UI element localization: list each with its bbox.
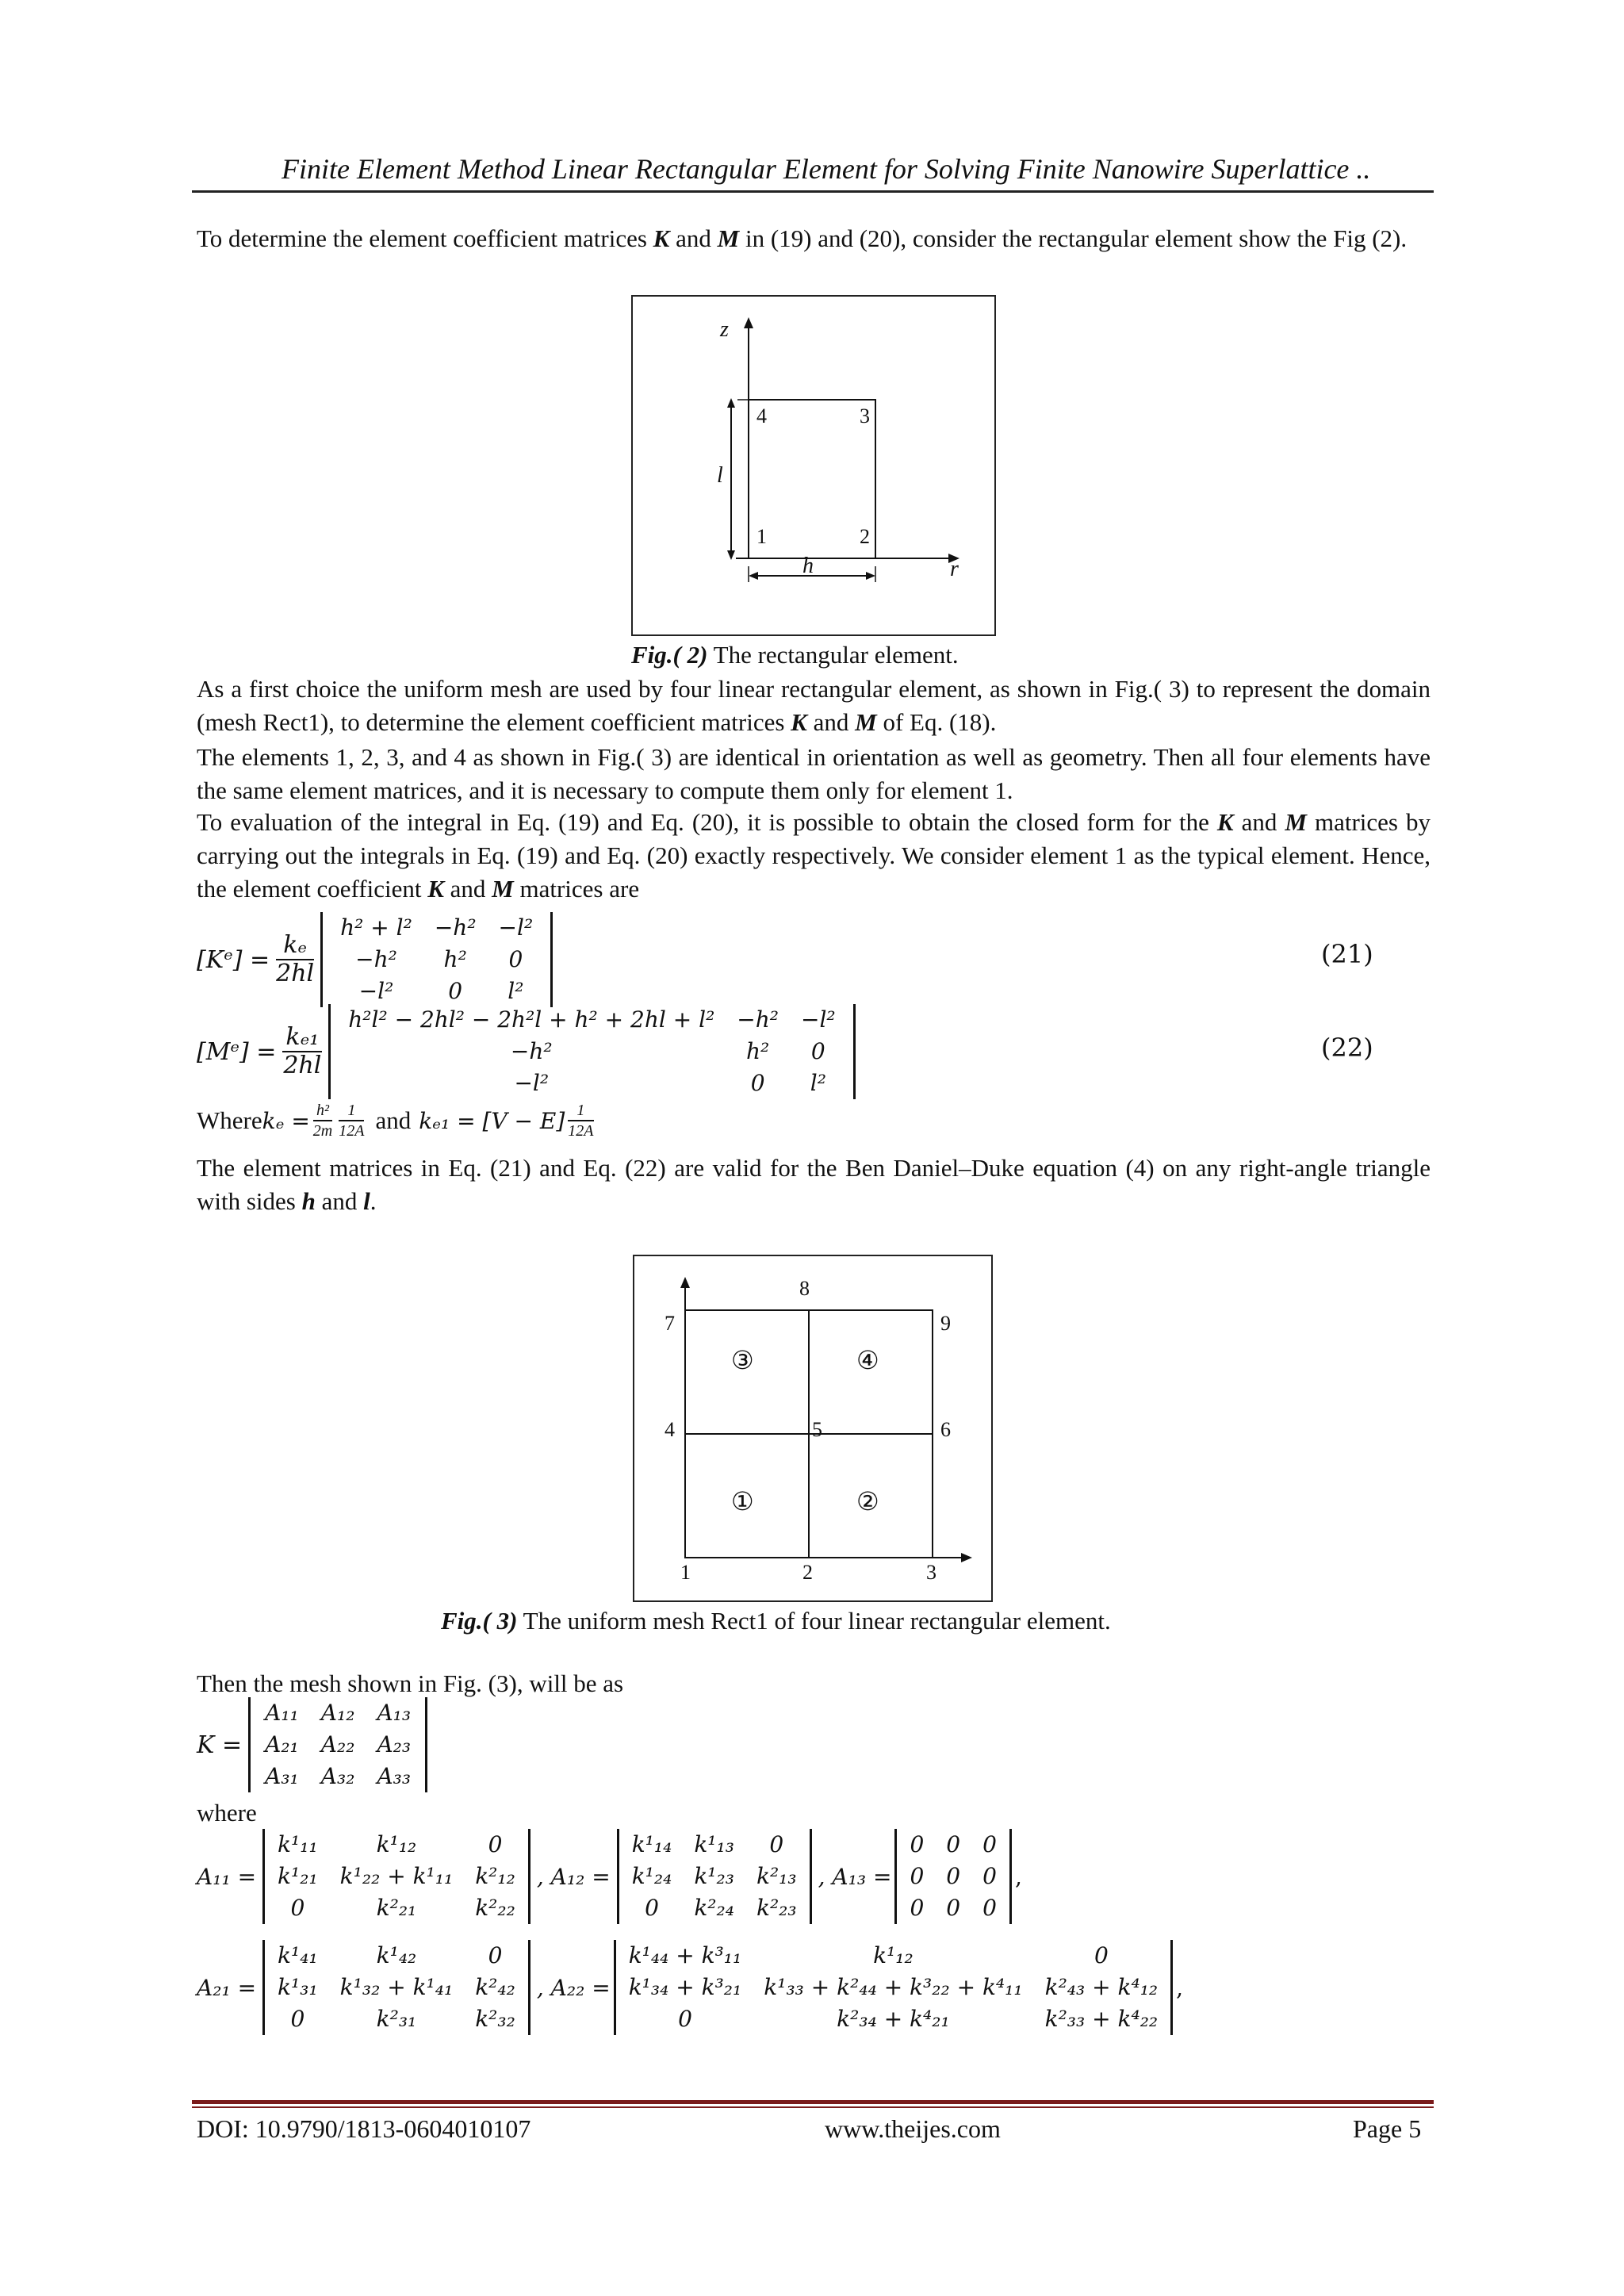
eq21-matrix-cell: −h² [434,914,477,941]
A21-row [266,2003,527,2035]
eq22-matrix-cell: h² [746,1038,770,1064]
eq21-matrix-row [329,912,544,944]
eq22-matrix-row [337,1068,846,1099]
A22-cell: 0 [678,2006,692,2032]
eq22-fraction: $\frac{\text{kₑ₁}}{2hl}$ [283,1023,322,1079]
eq22-matrix-cell: −l² [801,1006,836,1033]
eq21-matrix-cell: l² [508,978,524,1004]
global-K-row [254,1697,422,1729]
eq22-number: (22) [1321,1033,1373,1063]
A13-cell: 0 [910,1895,925,1921]
A21-row [266,1940,527,1972]
footer-page-number: Page 5 [1353,2114,1422,2143]
A22-cell: 0 [1094,1942,1109,1968]
A12-row [621,1861,808,1892]
A13-cell: 0 [946,1863,961,1889]
A21-row [266,1972,527,2003]
A21-cell: 0 [290,2006,305,2032]
A13-cell: 0 [946,1831,961,1857]
figure-2-caption: Fig.( 2) The rectangular element. [631,641,959,669]
A22-cell: k¹₄₄ + k³₁₁ [628,1942,742,1968]
global-K-cell: A₁₂ [320,1700,355,1726]
A22-cell: k¹₁₂ [873,1942,914,1968]
A11-cell: k¹₁₂ [376,1831,417,1857]
figure-2-frame [631,295,996,636]
A12-cell: k¹₂₃ [694,1863,734,1889]
paragraph-mesh-assembly: Then the mesh shown in Fig. (3), will be as [197,1669,624,1697]
eq21-matrix-cell: 0 [508,946,523,972]
A22-matrix [614,1940,1173,2035]
mesh-element-1: ① [731,1487,754,1516]
figure-3-frame [633,1255,993,1602]
A22-row [618,2003,1169,2035]
equation-22 [197,1004,856,1099]
footer-website[interactable]: www.theijes.com [825,2114,1001,2143]
A11-row [266,1829,527,1861]
length-l-label: l [717,463,723,488]
node-1-label: 1 [756,525,767,548]
eq22-matrix-cell: h²l² − 2hl² − 2h²l + h² + 2hl + l² [348,1006,715,1033]
mesh-node-1: 1 [680,1561,691,1584]
mesh-node-9: 9 [940,1312,951,1335]
global-K-cell: A₂₃ [377,1731,412,1757]
running-header: Finite Element Method Linear Rectangular Element for Solving Finite Nanowire Superlattice .. [282,153,1371,185]
A21-cell: 0 [488,1942,503,1968]
A11-row [266,1861,527,1892]
A22-cell: k²₃₃ + k⁴₂₂ [1044,2006,1159,2032]
eq22-matrix-row [337,1004,846,1036]
A13-cell: 0 [910,1831,925,1857]
A21-cell: k¹₄₁ [278,1942,318,1968]
equation-global-K: K = A₁₁ A₁₂ A₁₃ A₂₁ A₂₂ A₂₃ A₃₁ A₃₂ A₃₃ [197,1697,427,1792]
node-4-label: 4 [756,404,767,427]
eq21-matrix-cell: h² + l² [340,914,412,941]
eq21-matrix-cell: −l² [498,914,534,941]
A13-matrix [894,1829,1011,1924]
paragraph-identical-elements: The elements 1, 2, 3, and 4 as shown in Fig.( 3) are identical in orientation as well as geometry. Then all four elements have the same element matrices, and it is necessary to compute them only for element 1. [197,743,1431,804]
mesh-node-8: 8 [799,1277,810,1300]
axis-r-label: r [950,557,959,581]
A21-cell: k²₄₂ [475,1974,515,2000]
mesh-node-4: 4 [665,1418,675,1441]
A12-matrix [617,1829,812,1924]
eq22-matrix [328,1004,855,1099]
mesh-node-5: 5 [812,1418,822,1441]
global-K-cell: A₁₃ [377,1700,412,1726]
A22-cell: k²₃₄ + k⁴₂₁ [837,2006,950,2032]
eq21-matrix-cell: −h² [355,946,397,972]
A11-cell: k¹₂₁ [278,1863,318,1889]
figure-3-caption: Fig.( 3) The uniform mesh Rect1 of four linear rectangular element. [441,1607,1111,1635]
A11-cell: 0 [290,1895,305,1921]
axis-z-label: z [720,317,729,342]
paragraph-intro: To determine the element coefficient matrices K and M in (19) and (20), consider the rectangular element show the Fig (2). [197,224,1408,252]
A11-row [266,1892,527,1924]
A12-cell: k¹₂₄ [631,1863,672,1889]
A21-cell: k²₃₂ [475,2006,515,2032]
eq21-matrix-row [329,944,544,976]
eq22-matrix-cell: −l² [514,1070,550,1096]
eq22-matrix-cell: −h² [737,1006,779,1033]
paragraph-validity: The element matrices in Eq. (21) and Eq. (22) are valid for the Ben Daniel–Duke equation (4) on any right-angle triangle with sides h and l. [197,1154,1431,1215]
A13-row [898,1892,1007,1924]
paragraph-mesh-choice: As a first choice the uniform mesh are used by four linear rectangular element, as shown in Fig.( 3) to represent the domain (mesh Rect1), to determine the element coefficient matrices K and M of Eq. (18). [197,675,1431,736]
node-3-label: 3 [860,404,870,427]
eq21-matrix-cell: 0 [448,978,463,1004]
global-K-row [254,1729,422,1761]
footer-doi: DOI: 10.9790/1813-0604010107 [197,2114,531,2143]
footer-rule-thin [192,2106,1434,2108]
A21-cell: k²₃₁ [376,2006,417,2032]
A21-matrix [262,1940,530,2035]
eq21-number: (21) [1321,939,1373,969]
A21-cell: k¹₃₂ + k¹₄₁ [339,1974,454,2000]
eq21-matrix [320,912,553,1007]
A12-cell: k¹₁₃ [694,1831,734,1857]
A11-matrix [262,1829,530,1924]
eq21-matrix-row [329,976,544,1007]
A12-row [621,1892,808,1924]
A22-cell: k¹₃₃ + k²₄₄ + k³₂₂ + k⁴₁₁ [764,1974,1023,2000]
A12-cell: k²₁₃ [756,1863,797,1889]
length-h-label: h [802,554,814,578]
mesh-element-2: ② [856,1487,879,1516]
node-2-label: 2 [860,525,870,548]
A12-cell: 0 [645,1895,659,1921]
footer-rule-thick [192,2100,1434,2104]
eq22-matrix-cell: l² [810,1070,826,1096]
mesh-element-4: ④ [856,1346,879,1374]
A22-cell: k¹₃₄ + k³₂₁ [628,1974,742,2000]
A21-cell: k¹₄₂ [376,1942,417,1968]
A11-cell: k¹₁₁ [278,1831,318,1857]
paragraph-evaluation: To evaluation of the integral in Eq. (19) and Eq. (20), it is possible to obtain the closed form for the K and M matrices by carrying out the integrals in Eq. (19) and Eq. (20) exactly respectively. We consider element 1 as the typical element. Hence, the element coefficient K and M matrices are [197,808,1431,903]
eq22-matrix-cell: −h² [510,1038,553,1064]
eq22-matrix-row [337,1036,846,1068]
A21-cell: k¹₃₁ [278,1974,318,2000]
rectangular-element-diagram [633,297,994,634]
mesh-element-3: ③ [731,1346,754,1374]
header-rule [192,190,1434,193]
A12-cell: 0 [769,1831,784,1857]
A11-cell: k²₂₂ [475,1895,515,1921]
A22-cell: k²₄₃ + k⁴₁₂ [1044,1974,1159,2000]
mesh-node-2: 2 [802,1561,813,1584]
A12-cell: k¹₁₄ [631,1831,672,1857]
A13-row [898,1861,1007,1892]
eq21-matrix-cell: h² [443,946,467,972]
equation-21 [197,912,553,1007]
global-K-cell: A₃₁ [265,1763,299,1789]
eq22-lhs: [Mᵉ] = [197,1037,277,1066]
A12-row [621,1829,808,1861]
where-label: where [197,1799,257,1826]
global-K-cell: A₂₁ [265,1731,299,1757]
eq21-lhs: [Kᵉ] = [197,945,270,974]
A13-cell: 0 [910,1863,925,1889]
equation-A-row-2: A₂₁ = k¹₄₁ k¹₄₂ 0 k¹₃₁ k¹₃₂ + k¹₄₁ k²₄₂ 0 k²₃₁ k²₃₂ , A₂₂ = k¹₄₄ + k³₁₁ k¹₁₂ 0 k¹₃₄ + k³₂₁ k¹₃₃ + k²₄₄ + k³₂₂ + k⁴₁₁ k²₄₃ + k⁴₁₂ 0 k²₃₄ + k⁴₂₁ k²₃₃ + k⁴₂₂ , [197,1940,1183,2035]
equation-A-row-1: A₁₁ = k¹₁₁ k¹₁₂ 0 k¹₂₁ k¹₂₂ + k¹₁₁ k²₁₂ 0 k²₂₁ k²₂₂ , A₁₂ = k¹₁₄ k¹₁₃ 0 k¹₂₄ k¹₂₃ k²₁₃ 0 k²₂₄ k²₂₃ , A₁₃ = 0 0 0 0 0 0 0 0 0 , [197,1829,1022,1924]
A12-cell: k²₂₃ [756,1895,797,1921]
global-K-cell: A₃₂ [320,1763,355,1789]
global-K-cell: A₂₂ [320,1731,355,1757]
A11-cell: 0 [488,1831,503,1857]
global-K-row [254,1761,422,1792]
global-K-cell: A₃₃ [377,1763,412,1789]
A13-cell: 0 [982,1895,997,1921]
A22-row [618,1940,1169,1972]
A22-row [618,1972,1169,2003]
A11-cell: k²₁₂ [475,1863,515,1889]
mesh-node-6: 6 [940,1418,951,1441]
A11-cell: k²₂₁ [376,1895,417,1921]
A12-cell: k²₂₄ [694,1895,734,1921]
A13-row [898,1829,1007,1861]
mesh-node-7: 7 [665,1312,675,1335]
A13-cell: 0 [982,1863,997,1889]
eq21-matrix-cell: −l² [358,978,394,1004]
global-K-matrix [248,1697,427,1792]
eq22-matrix-cell: 0 [750,1070,765,1096]
eq21-fraction: $\frac{\text{kₑ}}{2hl}$ [276,931,315,987]
A11-cell: k¹₂₂ + k¹₁₁ [339,1863,454,1889]
A13-cell: 0 [982,1831,997,1857]
mesh-node-3: 3 [926,1561,936,1584]
A13-cell: 0 [946,1895,961,1921]
where-definitions: Where kₑ = $\frac{\text{h²}}{2m}$ $\frac{1}{12A}$ and kₑ₁ = [V − E] $\frac{1}{12A}$ [197,1102,594,1140]
eq22-matrix-cell: 0 [810,1038,825,1064]
global-K-cell: A₁₁ [265,1700,299,1726]
